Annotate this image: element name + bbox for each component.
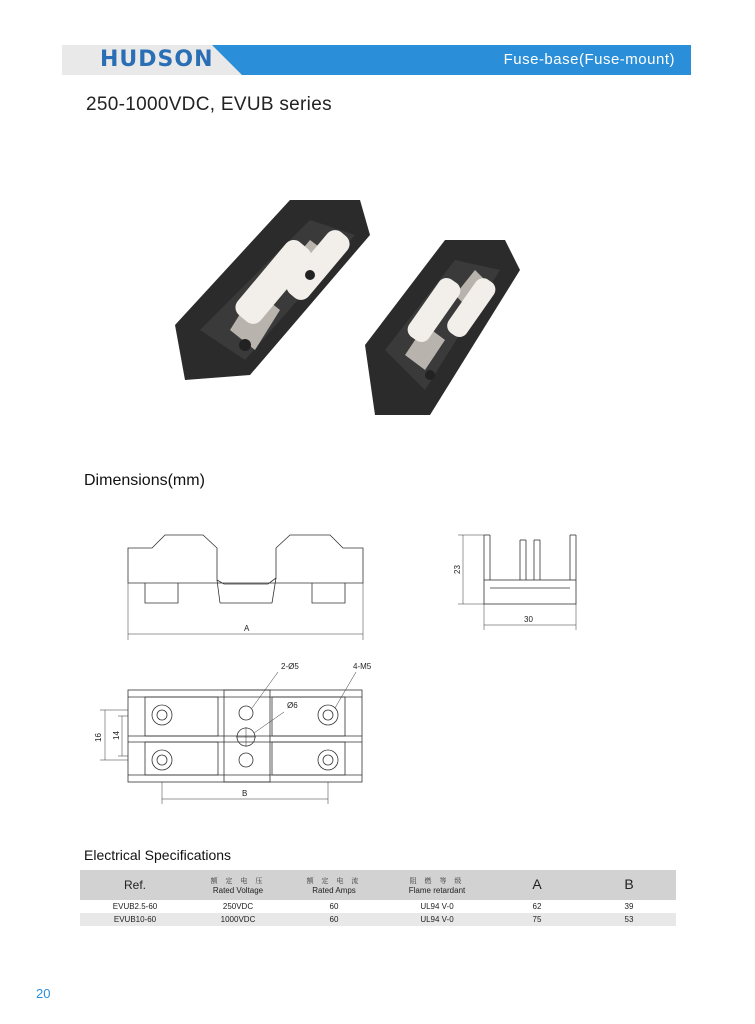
page-number: 20	[36, 986, 51, 1001]
cell-b: 39	[624, 902, 634, 911]
dim-label-d6: Ø6	[287, 701, 298, 710]
top-view-drawing	[100, 672, 362, 804]
cell-voltage: 1000VDC	[190, 913, 286, 926]
table-header-row	[80, 870, 676, 900]
specifications-heading: Electrical Specifications	[84, 847, 232, 863]
dimensions-heading: Dimensions(mm)	[84, 472, 205, 489]
dim-label-30: 30	[524, 615, 533, 624]
cell-flame: UL94 V-0	[420, 902, 454, 911]
dim-label-4-m5: 4-M5	[353, 662, 372, 671]
cell-ref: EVUB2.5-60	[112, 902, 158, 911]
side-view-drawing	[458, 535, 576, 630]
cell-a: 62	[532, 902, 542, 911]
cell-flame: UL94 V-0	[382, 913, 492, 926]
dim-label-2-d5: 2-Ø5	[281, 662, 299, 671]
dim-label-b: B	[242, 789, 248, 798]
header-flame: 阻 燃 等 级 Flame retardant	[382, 870, 492, 900]
header-title: Fuse-base(Fuse-mount)	[503, 51, 675, 68]
brand-logo: HUDSON	[100, 47, 214, 72]
table-row	[80, 913, 676, 926]
header-b: B	[582, 870, 676, 900]
header-a: A	[492, 870, 582, 900]
dim-label-23: 23	[453, 565, 462, 574]
dim-label-a: A	[244, 624, 250, 633]
cell-a: 75	[492, 913, 582, 926]
cell-b: 53	[582, 913, 676, 926]
header-amps: 额 定 电 流 Rated Amps	[286, 870, 382, 900]
cell-amps: 60	[286, 913, 382, 926]
header-ref: Ref.	[80, 870, 190, 900]
table-row	[80, 900, 676, 913]
specifications-table	[80, 870, 676, 926]
cell-voltage: 250VDC	[222, 902, 254, 911]
product-series-title: 250-1000VDC, EVUB series	[86, 94, 332, 115]
cell-ref: EVUB10-60	[80, 913, 190, 926]
cell-amps: 60	[329, 902, 339, 911]
dim-label-16: 16	[94, 733, 103, 742]
dim-label-14: 14	[112, 731, 121, 740]
header-voltage: 额 定 电 压 Rated Voltage	[190, 870, 286, 900]
